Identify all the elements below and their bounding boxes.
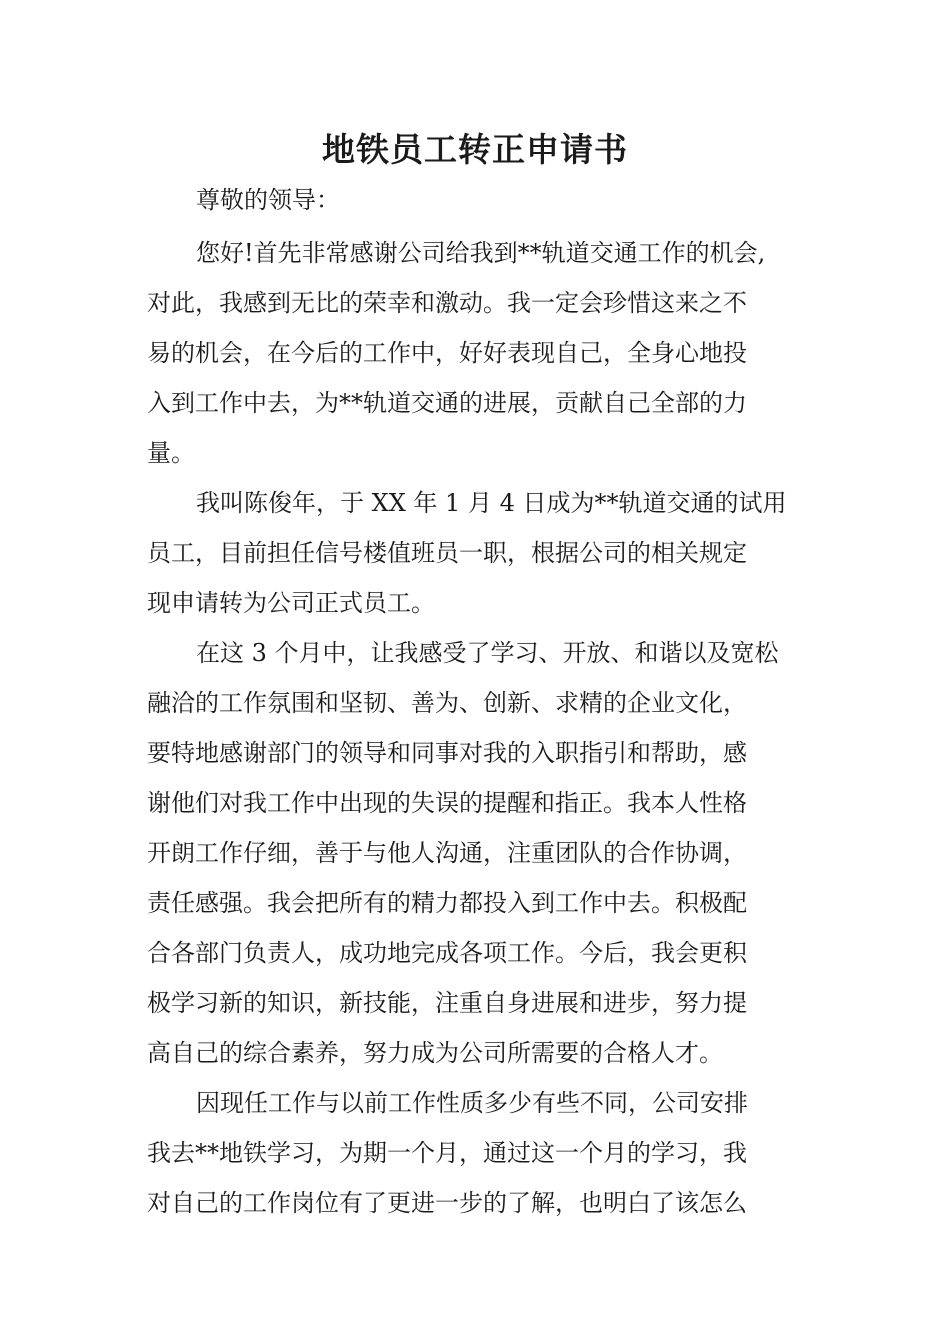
paragraph-line: 开朗工作仔细，善于与他人沟通，注重团队的合作协调， (147, 839, 747, 867)
paragraph-line: 要特地感谢部门的领导和同事对我的入职指引和帮助，感 (147, 739, 747, 767)
paragraph-line: 对自己的工作岗位有了更进一步的了解，也明白了该怎么 (147, 1189, 747, 1217)
paragraph-line: 易的机会，在今后的工作中，好好表现自己，全身心地投 (147, 339, 747, 367)
paragraph-line: 高自己的综合素养，努力成为公司所需要的合格人才。 (147, 1039, 723, 1067)
paragraph-line: 量。 (147, 439, 195, 467)
document-body (147, 228, 815, 1228)
paragraph-line: 我去**地铁学习，为期一个月，通过这一个月的学习，我 (147, 1139, 747, 1167)
paragraph-line: 融洽的工作氛围和坚韧、善为、创新、求精的企业文化， (147, 689, 747, 717)
paragraph-4 (147, 1078, 815, 1228)
paragraph-1 (147, 228, 815, 478)
paragraph-2 (147, 478, 815, 628)
salutation: 尊敬的领导： (196, 186, 340, 214)
paragraph-line: 员工，目前担任信号楼值班员一职，根据公司的相关规定 (147, 539, 747, 567)
paragraph-3 (147, 628, 815, 1078)
paragraph-line: 极学习新的知识，新技能，注重自身进展和进步，努力提 (147, 989, 747, 1017)
paragraph-line: 在这 3 个月中，让我感受了学习、开放、和谐以及宽松 (196, 639, 779, 667)
paragraph-line: 现申请转为公司正式员工。 (147, 589, 435, 617)
paragraph-line: 对此，我感到无比的荣幸和激动。我一定会珍惜这来之不 (147, 289, 747, 317)
paragraph-line: 我叫陈俊年，于 XX 年 1 月 4 日成为**轨道交通的试用 (196, 489, 787, 517)
paragraph-line: 您好!首先非常感谢公司给我到**轨道交通工作的机会, (196, 239, 766, 267)
paragraph-line: 因现任工作与以前工作性质多少有些不同，公司安排 (196, 1089, 748, 1117)
paragraph-line: 谢他们对我工作中出现的失误的提醒和指正。我本人性格 (147, 789, 747, 817)
paragraph-line: 入到工作中去，为**轨道交通的进展，贡献自己全部的力 (147, 389, 747, 417)
document-title: 地铁员工转正申请书 (322, 130, 628, 169)
paragraph-line: 合各部门负责人，成功地完成各项工作。今后，我会更积 (147, 939, 747, 967)
paragraph-line: 责任感强。我会把所有的精力都投入到工作中去。积极配 (147, 889, 747, 917)
